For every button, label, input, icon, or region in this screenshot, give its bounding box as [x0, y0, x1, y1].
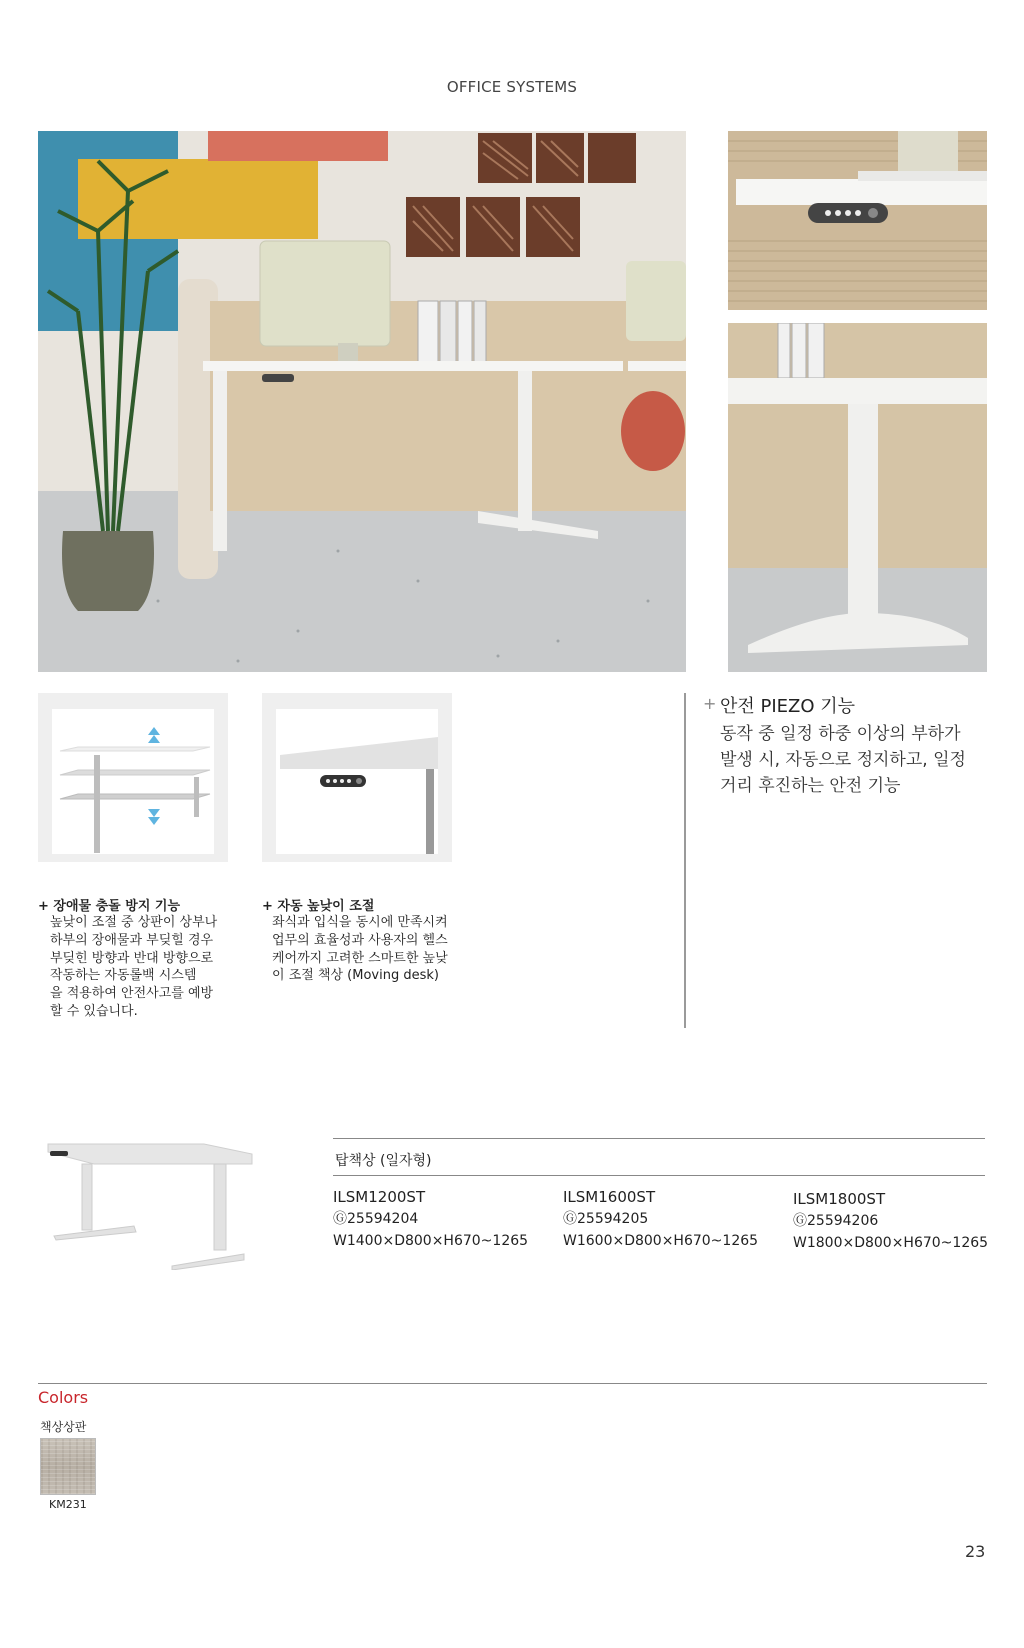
feature-auto-height-title: + 자동 높낮이 조절	[262, 899, 375, 914]
piezo-plus-icon: +	[703, 694, 717, 713]
model-name: ILSM1800ST	[793, 1190, 886, 1208]
page-header-title: OFFICE SYSTEMS	[446, 78, 578, 96]
colors-section-rule	[38, 1383, 987, 1384]
desk-leg-detail-photo	[728, 323, 987, 672]
obstacle-avoidance-thumbnail	[38, 693, 228, 862]
feature-obstacle-title: + 장애물 충돌 방지 기능	[38, 899, 181, 914]
page-number: 23	[965, 1542, 986, 1561]
feature-obstacle-description: 높낮이 조절 중 상판이 상부나 하부의 장애물과 부딪힐 경우 부딪힌 방향과 반대 방향으로 작동하는 자동롤백 시스템 을 적용하여 안전사고를 예방 할 수 있습니다.	[50, 915, 218, 1019]
colors-heading: Colors	[38, 1388, 89, 1407]
section-divider	[684, 693, 686, 1028]
product-category-title: 탑책상 (일자형)	[335, 1153, 432, 1169]
model-name: ILSM1600ST	[563, 1188, 656, 1206]
product-table-top-rule	[333, 1138, 985, 1139]
product-model-card	[333, 1186, 528, 1252]
feature-auto-height-description: 좌식과 입식을 동시에 만족시켜 업무의 효율성과 사용자의 헬스 케어까지 고려한 스마트한 높낮 이 조절 책상 (Moving desk)	[272, 915, 448, 984]
model-dimensions: W1800×D800×H670~1265	[793, 1235, 989, 1251]
product-model-card	[793, 1188, 988, 1254]
product-model-card	[563, 1186, 758, 1252]
model-dimensions: W1600×D800×H670~1265	[563, 1233, 759, 1249]
model-code: Ⓖ25594205	[563, 1211, 649, 1227]
model-dimensions: W1400×D800×H670~1265	[333, 1233, 529, 1249]
product-table-header-rule	[333, 1175, 985, 1176]
model-name: ILSM1200ST	[333, 1188, 426, 1206]
color-swatch-km231	[40, 1438, 96, 1495]
office-desk-photo	[38, 131, 686, 672]
piezo-feature-title: 안전 PIEZO 기능	[720, 696, 856, 717]
control-panel-detail-photo	[728, 131, 987, 310]
model-code: Ⓖ25594204	[333, 1211, 419, 1227]
desk-product-image	[44, 1140, 256, 1270]
piezo-feature-description: 동작 중 일정 하중 이상의 부하가 발생 시, 자동으로 정지하고, 일정 거리 후진하는 안전 기능	[720, 724, 966, 796]
swatch-code: KM231	[49, 1498, 87, 1511]
swatch-label: 책상상판	[40, 1420, 87, 1434]
auto-height-thumbnail	[262, 693, 452, 862]
model-code: Ⓖ25594206	[793, 1213, 879, 1229]
